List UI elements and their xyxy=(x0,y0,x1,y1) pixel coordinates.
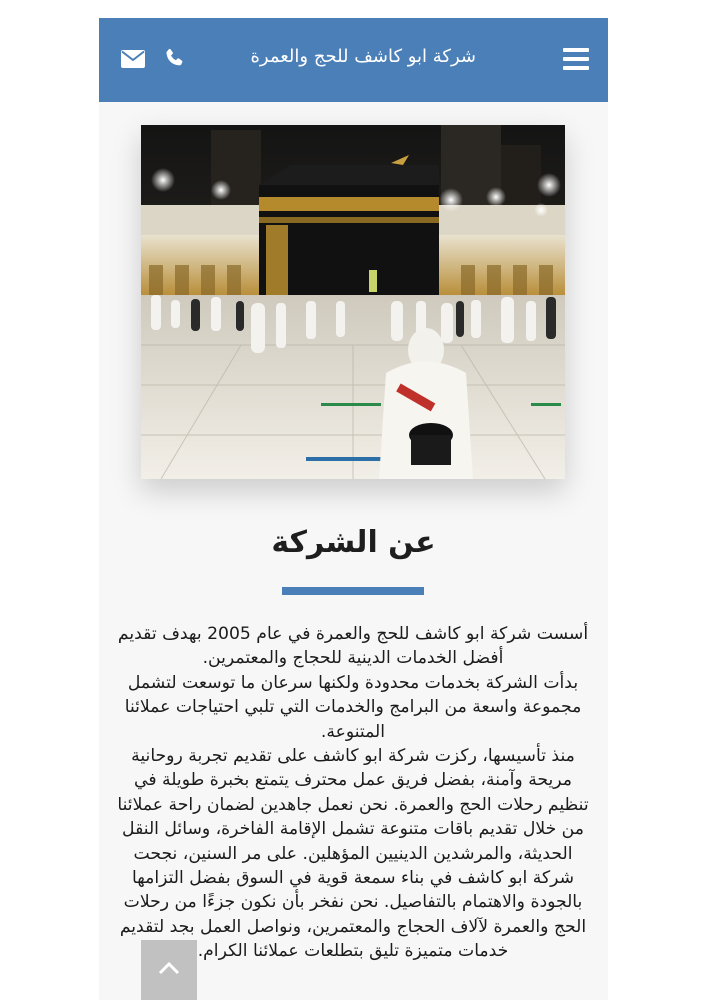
chevron-up-icon xyxy=(155,954,183,982)
top-navigation-bar xyxy=(99,18,608,102)
page xyxy=(99,18,608,1000)
phone-icon[interactable] xyxy=(163,47,185,69)
site-title[interactable]: شركة ابو كاشف للحج والعمرة xyxy=(250,46,476,67)
about-section-title: عن الشركة xyxy=(271,525,436,560)
kaaba-photo xyxy=(141,125,565,479)
hamburger-menu-icon[interactable] xyxy=(563,48,589,70)
about-text xyxy=(117,622,589,964)
envelope-icon[interactable] xyxy=(121,50,145,68)
about-paragraph-2: بدأت الشركة بخدمات محدودة ولكنها سرعان ما توسعت لتشمل مجموعة واسعة من البرامج والخدمات التي تلبي احتياجات عملائنا المتنوعة. xyxy=(124,672,582,742)
about-paragraph-1: أسست شركة ابو كاشف للحج والعمرة في عام 2005 بهدف تقديم أفضل الخدمات الدينية للحجاج والمعتمرين. xyxy=(117,624,589,669)
title-underline xyxy=(282,587,424,595)
scroll-to-top-button[interactable] xyxy=(141,940,197,1000)
about-paragraph-3: منذ تأسيسها، ركزت شركة ابو كاشف على تقديم تجربة روحانية مريحة وآمنة، بفضل فريق عمل محترف يتمتع بخبرة طويلة في تنظيم رحلات الحج والعمرة. نحن نعمل جاهدين لضمان راحة عملائنا من خلال تقديم باقات متنوعة تشمل الإقامة الفاخرة، وسائل النقل الحديثة، والمرشدين الدينيين المؤهلين. على مر السنين، نجحت شركة ابو كاشف في بناء سمعة قوية في السوق بفضل التزامها بالجودة والاهتمام بالتفاصيل. نحن نفخر بأن نكون جزءًا من رحلات الحج والعمرة لآلاف الحجاج والمعتمرين، ونواصل العمل بجد لتقديم خدمات متميزة تليق بتطلعات عملائنا الكرام. xyxy=(117,746,589,962)
